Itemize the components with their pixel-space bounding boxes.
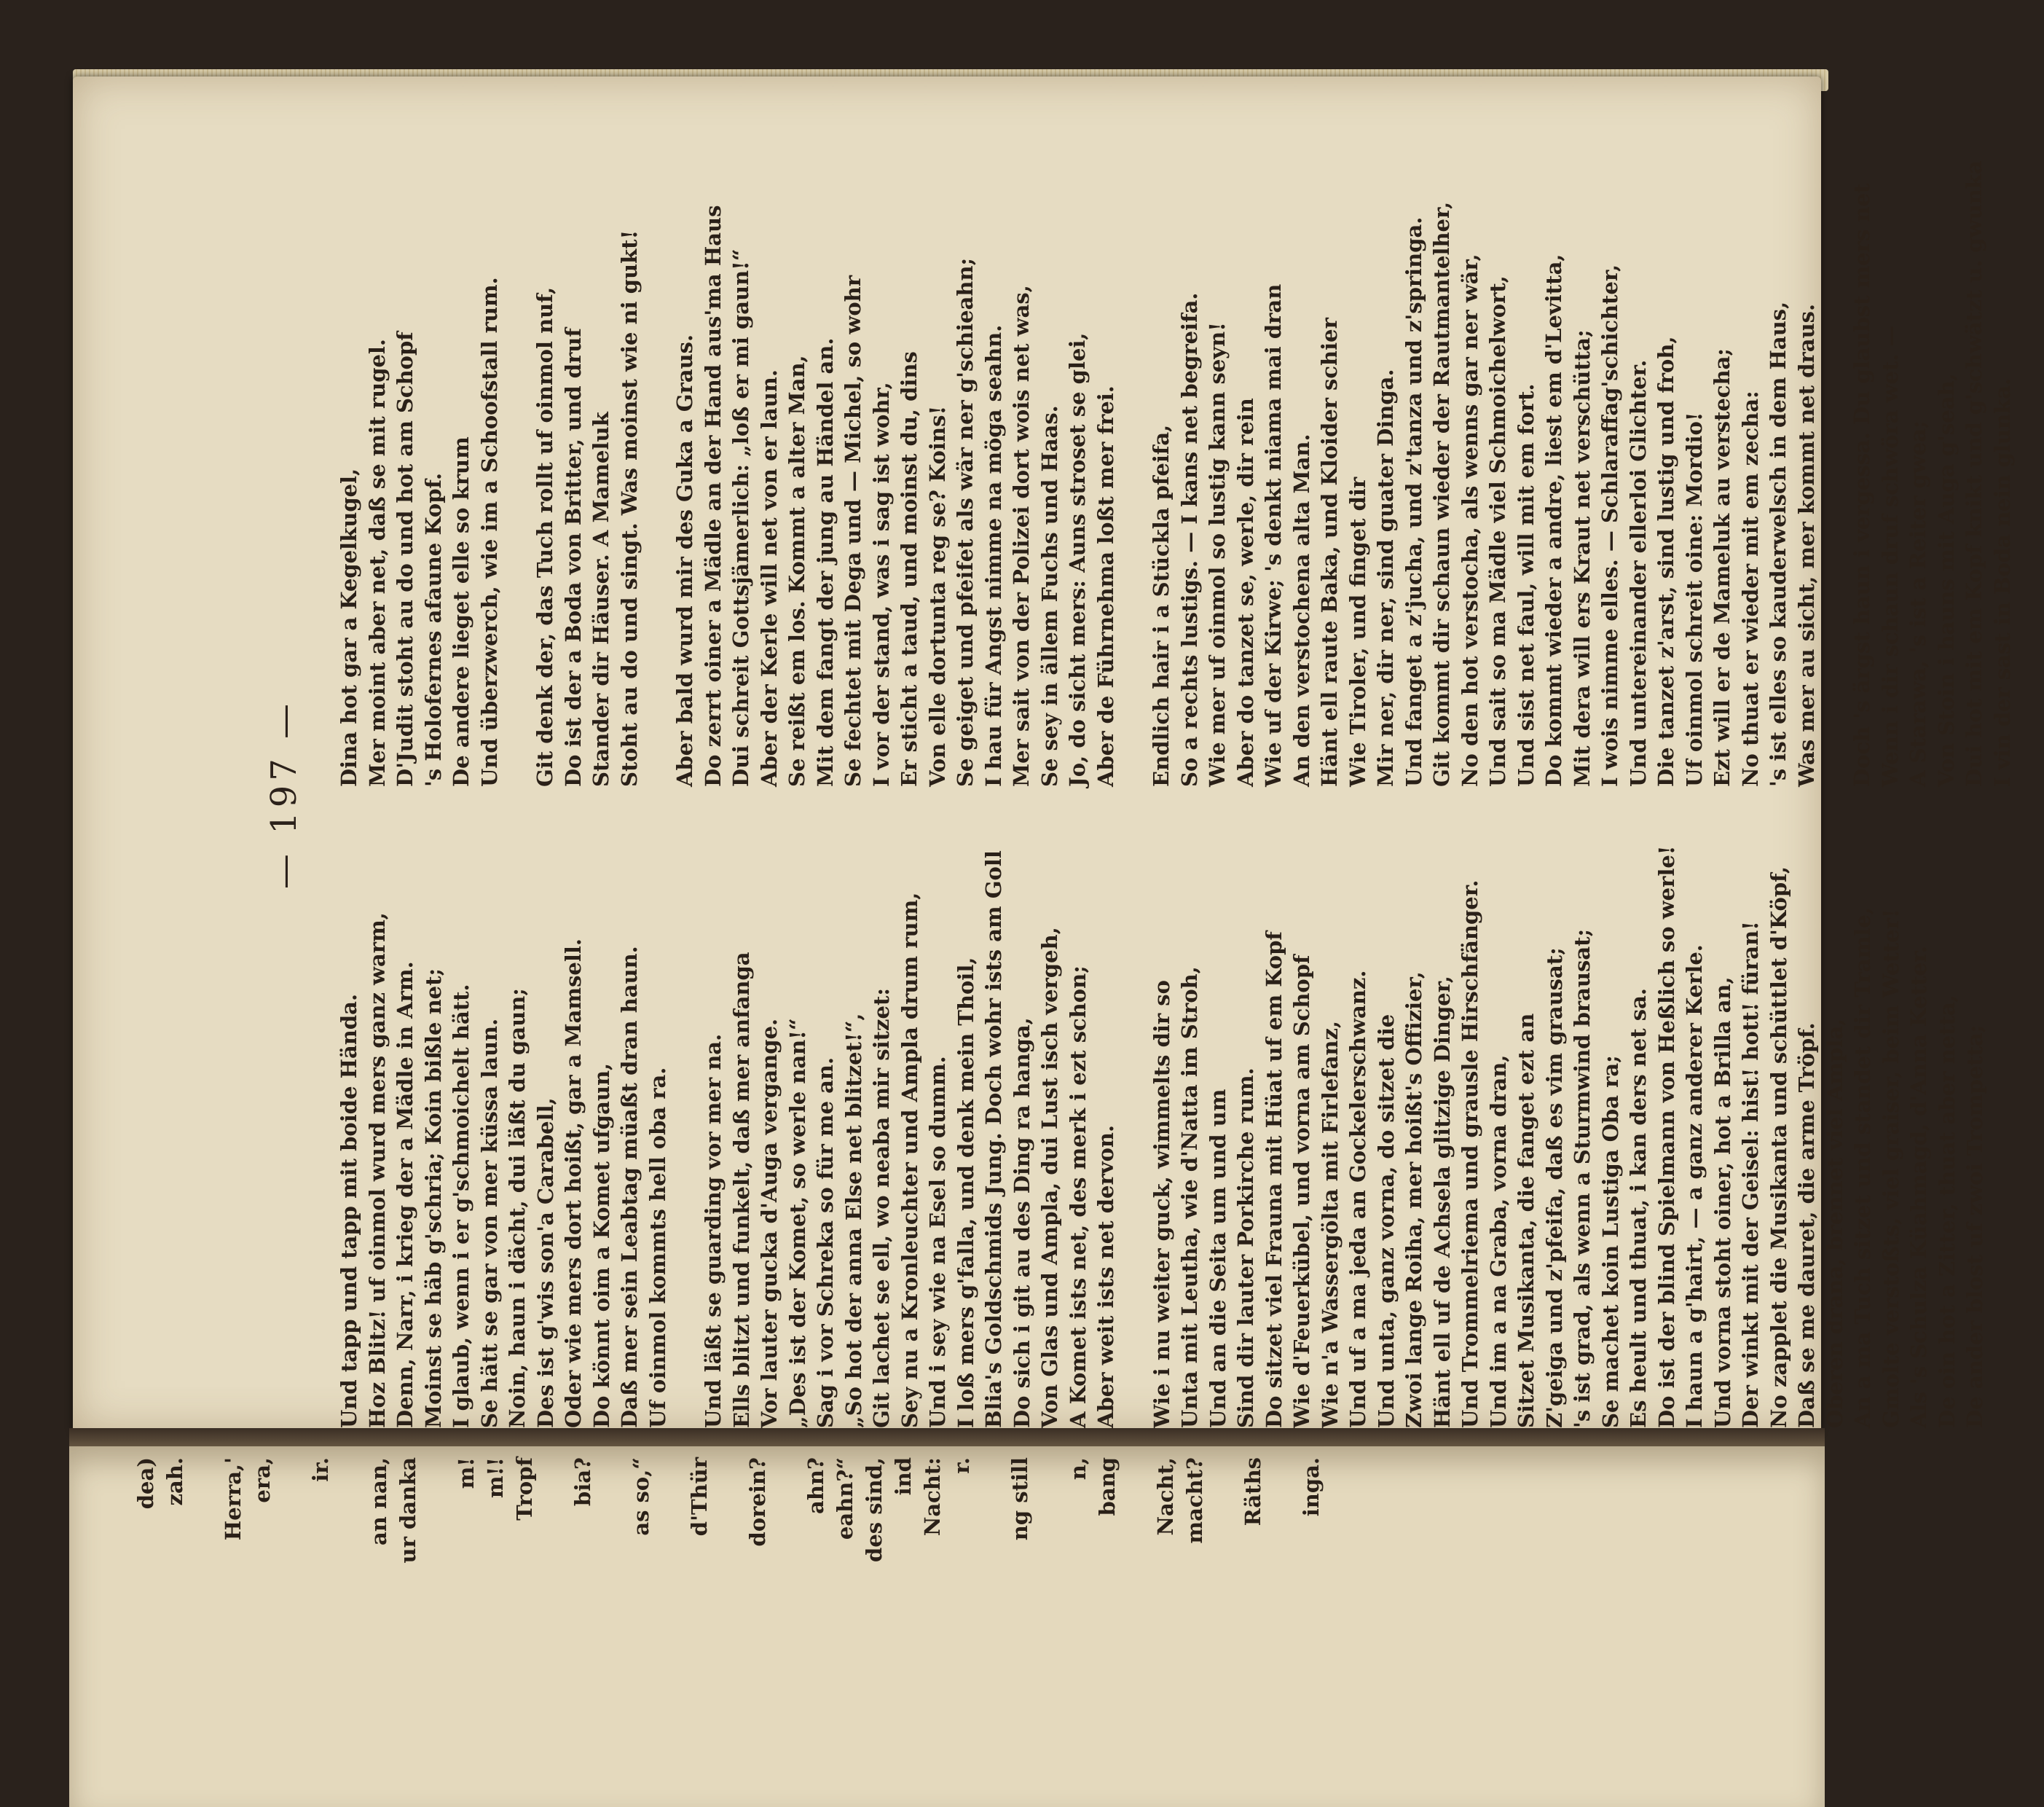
verse-line: Mer sait von der Polizei dort wois net was, [1009,285,1034,787]
verse-line: Doch 's ärgst haun i vergessa. Du glaubst mers net [1850,183,1874,787]
verse-line: Endlich hair i a Stückla pfeifa, [1149,424,1174,787]
stanza [1848,160,2016,787]
verse-line: Aber der Kerle will net von er laun. [756,369,782,787]
stanza [531,160,643,787]
fragment-line: ng still [1007,1457,1032,1541]
verse-line: A Starawa, 's ist a Reiter gwea; [1906,420,1930,787]
verse-line: 's ist grad, als wenn a Sturmwind brausat; [1570,928,1595,1428]
fragment-line [714,1457,743,1800]
rotated-page-content [262,160,2015,1428]
verse-line: Git kommt dir schaun wieder der Rautmantelher, [1429,201,1454,787]
verse-line: I glaub, wenn i er g'schmoichelt hätt. [449,984,473,1428]
verse-line: Mir ner, dir ner, sind guater Dinga. [1373,369,1398,787]
verse-line: Und untereinander ellerloi Glichter. [1625,359,1651,787]
verse-line: Jo, do sicht mers: Auns stroset se glei, [1065,332,1090,787]
verse-line: Denn, Narr, i krieg der a Mädle in Arm. [393,961,417,1428]
fragment-line [189,1457,219,1800]
fragment-line: as so,“ [629,1457,653,1536]
fragment-line: dea) [133,1457,158,1510]
verse-line: Do ist der a Boda von Britter, und druf [560,328,586,787]
fragment-line: Tropf [512,1457,537,1521]
verse-line: Do sich i git au des Ding ra hanga, [1009,1017,1034,1428]
verse-line: Wenn i dir schaun druf schwöra wet. — [1877,325,1903,787]
verse-line: Zwoi lange Roiha, mer hoißt's Offizier, [1402,971,1426,1428]
fragment-line [1034,1457,1064,1800]
verse-line: Moinst se häb g'schria; Koin bißle net; [420,968,446,1428]
verse-line: Oder wie mers dort hoißt, gar a Mamsell. [561,938,586,1428]
verse-line: An den verstochena alta Man. [1289,434,1314,787]
verse-line: Se machet koin Lustiga Oba ra; [1597,1055,1623,1428]
verse-line: Do ist der blind Spielmann von Heßlich so werle! [1654,845,1679,1428]
verse-line: Aber de Führnehma loßt mer frei. [1093,385,1118,787]
verse-line: Mit dem fangt der jung au Händel an. [812,337,838,787]
verse-line: Von elle dortunta reg se? Koins! [924,405,950,787]
verse-line: Mit dera will ers Kraut net verschütta; [1569,329,1595,787]
verse-line: Wie i nu weiter guck, wimmelts dir so [1149,980,1174,1428]
verse-line: I haun a g'hairt, — a ganz anderer Kerle. [1682,944,1707,1428]
verse-line: Und fanget a z'jucha, und z'tanza und z'springa. [1401,216,1426,787]
verse-line: Unta mit Leutha, wie d'Natta im Stroh, [1177,966,1202,1428]
fragment-line: ind [891,1457,916,1496]
verse-line: Mer moint aber net, daß se mit rugel. [364,338,390,787]
fragment-line: macht? [1182,1457,1207,1544]
fragment-line [772,1457,801,1800]
page-number: — 197 — [264,699,304,890]
verse-line: Se sey in ällem Fuchs und Haas. [1037,405,1062,787]
verse-line: Der winkt mit der Geisel: hist! hott! füran! [1738,921,1763,1428]
fragment-line: Räths [1241,1457,1265,1526]
verse-line: Und i sey wie na Esel so dumm. [925,1056,950,1428]
fragment-line [422,1457,452,1800]
verse-line: De ander blost uf zwoi Trompetta; [1962,1024,1987,1428]
verse-line: Und tapp und tapp mit boide Hända. [337,993,361,1428]
fragment-line [1209,1457,1238,1800]
fragment-line: ur danka [396,1457,420,1564]
verse-line: Sitzet Musikanta, die fanget ezt an [1514,1013,1538,1428]
fragment-line [656,1457,685,1800]
fragment-line [597,1457,626,1800]
verse-line: Do sitzet viel Frauna mit Hüat uf em Kopf [1261,931,1286,1428]
verse-line: Aber do tanzet se, werle, dir rein [1233,398,1258,787]
fragment-line: des sind, [862,1457,887,1562]
verse-line: 's ist elles so kauderwelsch in dem Haus, [1766,301,1791,787]
fragment-line: bang [1095,1457,1120,1516]
verse-line: Do könnt oim a Komet ufgaun, [589,1062,614,1428]
fragment-line: dorein? [745,1457,770,1547]
verse-line: Die tanzet z'arst, sind lustig und froh, [1654,336,1678,787]
verse-line: Stoht au do und singt. Was moinst wie ni gukt! [616,230,642,787]
verse-line: Und vorna stoht oiner, hot a Brilla an, [1710,976,1735,1428]
verse-line: Und sist net faul, will mit em fort. [1513,383,1538,787]
left-page-text-fragments [131,1457,1807,1800]
verse-line: Wie d'Feuerkübel, und vorna am Schopf [1289,955,1314,1428]
fragment-line: era, [250,1457,275,1503]
fragment-line: eahn?“ [833,1457,857,1540]
verse-line: I vin der sast in Boda nein glunka. [1989,377,2015,787]
verse-line: I hau für Angst nimme na möga seahn. [980,324,1006,787]
fragment-line: ir. [308,1457,333,1482]
verse-line: Se geiget und pfeifet als wär ner g'schieahn; [953,257,978,787]
verse-line: No thuat er wieder mit em zecha: [1737,391,1763,787]
stanza [335,160,503,787]
verse-line: Aber weit ists net dervon. [1093,1124,1118,1428]
verse-line: Hoz Blitz! uf oinmol wurd mers ganz warm, [364,912,390,1428]
fragment-line: ahn? [803,1457,828,1514]
verse-line: Ezt will er de Mameluk au verstecha; [1710,348,1734,787]
verse-line: Do kommt wieder a andre, liest em d'Levitta, [1541,254,1566,787]
fragment-line: Nacht: [920,1457,945,1537]
fragment-line: d'Thür [687,1457,712,1537]
stanza [699,801,1120,1428]
fragment-line: an nan, [366,1457,391,1546]
verse-line: No zapplet die Musikanta und schüttlet d'Köpf, [1766,866,1791,1428]
fragment-line [277,1457,306,1800]
right-text-column [335,160,2044,787]
fragment-line [1122,1457,1151,1800]
fragment-line: r. [949,1457,974,1474]
verse-line: Se hätt se gar von mer küssa laun. [476,1018,502,1428]
verse-line: I loß mers g'falla, und denk mein Thoil, [953,957,978,1428]
verse-line: No den hot verstocha, als wenns gar ner wär, [1457,254,1482,787]
fragment-line [539,1457,568,1800]
verse-line: Daß se me dauret, die arme Tröpf. [1794,1022,1819,1428]
fragment-line [1267,1457,1297,1800]
verse-line: Dui hot mit em Kopf knikt und g'schwätzt u. gwunka [1962,160,1986,787]
verse-line: Noin, haun i dächt, dui läßt du gaun; [505,987,530,1428]
stanza [671,160,1120,787]
verse-line: Wie n'a Wassergölta mit Firlefanz, [1317,1020,1343,1428]
verse-line: Wie Tiroler, und finget dir [1345,477,1370,787]
verse-line: So a rechts lustigs. — I kans net begreifa. [1176,292,1202,787]
verse-line: Git denk der, das Tuch rollt uf oinmol nuf, [532,286,557,787]
verse-line: Vor lauter gucka d'Auga vergange. [757,1018,782,1428]
fragment-line: Nacht, [1153,1457,1178,1536]
verse-line: Und unta, ganz vorna, do sitzet die [1373,1014,1399,1428]
verse-line: Z'geiga und z'pfeifa, daß es vim grausat; [1541,947,1567,1428]
fragment-line: Herra,' [221,1457,245,1541]
verse-line: Von Stoin i hauns mit Auga g'seah, [1933,373,1959,787]
verse-line: Aber bald wurd mir des Guka a Graus. [672,334,697,787]
verse-line: Dui schreit Gottsjämerlich: „loß er mi gaun!“ [728,248,753,787]
verse-line: An a ma Tuch sitzet und standet dir Tramle, [1850,907,1875,1428]
verse-line: Und im a na Graba, vorna dran, [1485,1054,1511,1428]
verse-line: Es heult und thuat, i kan ders net sa. [1626,988,1651,1428]
verse-line: „So hot der anna Else net blitzet!“, [841,1013,866,1428]
verse-line: Wie uf der Kirwe; 's denkt niama mai dran [1261,283,1286,787]
left-text-column [335,801,2017,1428]
verse-line: Do zerrt oiner a Mädle an der Hand aus'ma Haus [700,205,726,787]
verse-line: Hänt ell raute Baka, und Kloider schier [1317,318,1342,787]
verse-line: Und Trommelriema und grausle Hirschfänger. [1458,879,1482,1428]
verse-line: Er sticht a taud, und moinst du, dins [897,351,921,787]
verse-line: Blia's Goldschmids Jung. Doch wohr ists am Goll [981,850,1006,1428]
verse-line: Und sait so ma Mädle viel Schmoichelwort, [1485,275,1510,787]
verse-line: Was mer au sicht, mer kommt net draus. [1793,303,1819,787]
verse-line: Und läßt se guarding vor mer na. [701,1033,726,1428]
verse-line: Git lachet se ell, wo neaba mir sitzet: [869,987,894,1428]
stanza [1147,160,1820,787]
fragment-line: zah. [162,1457,187,1506]
verse-line: Von Glas und Ampla, dui Lust isch vergeh, [1037,927,1062,1428]
verse-line: D'Judit stoht au do und hot am Schopf [393,332,417,787]
verse-line: Se reißt em los. Kommt a alter Man, [785,355,809,787]
verse-line: Sind dir lauter Porkirche rum. [1233,1067,1258,1428]
fragment-line [976,1457,1005,1800]
fragment-line [335,1457,364,1800]
verse-line: Wie mer uf oinmol so lustig kann seyn! [1205,322,1230,787]
fragment-line: m! [454,1457,479,1489]
verse-line: Stander dir Häuser. A Mameluk [589,412,613,787]
fragment-line: bia? [570,1457,595,1507]
verse-line: Oberen drana, brennet viel Ampla, [1822,1018,1847,1428]
verse-line: Ells blitzt und funkelt, daß mer anfanga [728,952,754,1428]
verse-line: Als 's Schulza Küahmagd, d'Anna Ketter. [1906,946,1931,1428]
verse-line: Und an die Seita um und um [1205,1089,1230,1428]
fragment-line: n, [1066,1457,1090,1481]
verse-line: Uf oinmol kommts hell oba ra. [645,1067,670,1428]
stanza [1148,801,1989,1428]
verse-line: Und uf a ma jeda an Gockelerschwanz. [1345,970,1370,1428]
verse-line: I vor der stand, was i sag ist wohr, [868,382,894,787]
verse-line: Se fechtet mit Dega und — Michel, so wohr [841,275,865,787]
verse-line: A Komet ists net, des merk i ezt schon; [1065,965,1090,1428]
verse-line: I wois nimme elles. — Schlaraffag'schichter, [1597,264,1622,787]
fragment-line: m!! [483,1457,508,1499]
verse-line: Uf oinmol schreit oine: Mordio! [1681,412,1707,787]
verse-line: Sey nu a Kronleuchter und Ampla drum rum, [897,892,922,1428]
verse-line: Und überzwerch, wie im a Schoofstall rum. [476,277,502,787]
fragment-line: inga. [1299,1457,1324,1517]
verse-line: Daß mer sein Leabtag müaßt dran haun. [617,946,642,1428]
verse-line: „Des ist der Komet, so werle nan!“ [785,1018,810,1428]
verse-line: Gmolte verstoßts, viel graiser, beim Wetter! [1878,909,1903,1428]
verse-line: 's Holofernes afaune Kopf. [420,472,446,787]
verse-line: De oin hot a Zitter, thuat aber netta, [1934,995,1960,1428]
stanza [335,801,672,1428]
verse-line: Sag i vor Schreka so für me an. [813,1057,838,1428]
verse-line: De andere lieget elle so krum [449,436,473,787]
verse-line: Dina hot gar a Kegelkugel, [337,468,361,787]
verse-line: Des ist g'wis son'a Carabell, [532,1097,558,1428]
verse-line: Hänt ell uf de Achsela glitzige Dinger, [1429,975,1455,1428]
